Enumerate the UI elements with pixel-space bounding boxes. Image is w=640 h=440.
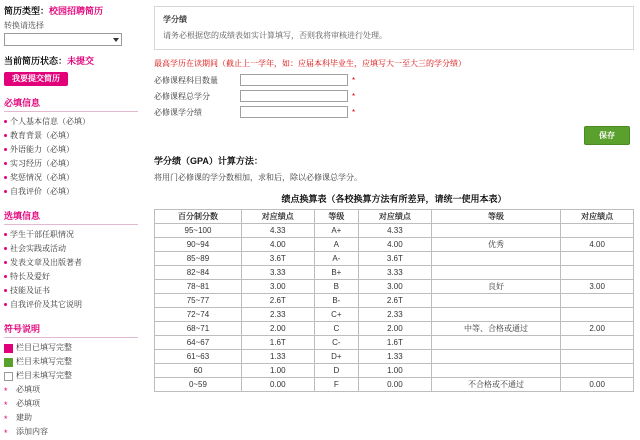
required-marker: * — [352, 107, 356, 117]
table-cell: A+ — [314, 224, 358, 238]
legend-item — [4, 355, 138, 369]
table-cell: 0.00 — [241, 378, 314, 392]
table-cell: 4.33 — [359, 224, 432, 238]
table-row — [155, 336, 634, 350]
table-cell: 2.00 — [561, 322, 634, 336]
table-header-cell: 等级 — [314, 210, 358, 224]
gpa-table-caption: 绩点换算表（各校换算方法有所差异，请统一使用本表） — [281, 194, 507, 204]
legend-label: 栏目未填写完整 — [16, 371, 72, 380]
sidebar-item-publications[interactable] — [4, 256, 138, 270]
asterisk-icon: * — [4, 386, 8, 396]
table-cell: 2.6T — [241, 294, 314, 308]
bullet-icon — [4, 303, 7, 306]
table-cell: 72~74 — [155, 308, 242, 322]
divider — [4, 337, 138, 338]
table-cell: 1.6T — [241, 336, 314, 350]
table-cell: B- — [314, 294, 358, 308]
legend-label: 添加内容 — [16, 427, 48, 436]
table-cell: 3.33 — [241, 266, 314, 280]
table-cell: 90~94 — [155, 238, 242, 252]
table-cell: 2.33 — [241, 308, 314, 322]
legend-label: 栏目已填写完整 — [16, 343, 72, 352]
chevron-down-icon — [113, 38, 119, 42]
bullet-icon — [4, 176, 7, 179]
table-cell: A- — [314, 252, 358, 266]
table-cell: 95~100 — [155, 224, 242, 238]
table-cell — [431, 224, 561, 238]
table-cell — [431, 252, 561, 266]
table-cell: 0~59 — [155, 378, 242, 392]
table-cell: 2.00 — [241, 322, 314, 336]
table-cell — [561, 224, 634, 238]
field-row-course-count — [154, 74, 634, 86]
table-header-cell: 对应绩点 — [561, 210, 634, 224]
sidebar-item-label: 外语能力（必填） — [10, 145, 74, 154]
gpa-section-title: 学分绩（GPA）计算方法： — [154, 156, 263, 166]
bullet-icon — [4, 134, 7, 137]
table-cell: 78~81 — [155, 280, 242, 294]
course-count-input[interactable] — [240, 74, 348, 86]
sidebar-item-label: 实习经历（必填） — [10, 159, 74, 168]
table-cell: 3.00 — [241, 280, 314, 294]
table-row — [155, 294, 634, 308]
sidebar-item-label: 社会实践或活动 — [10, 244, 66, 253]
resume-type-value: 校园招聘简历 — [49, 6, 104, 16]
table-row — [155, 280, 634, 294]
sidebar-item-label: 发表文章及出版著者 — [10, 258, 82, 267]
sidebar-item-label: 自我评价（必填） — [10, 187, 74, 196]
sidebar-item-label: 自我评价及其它说明 — [10, 300, 82, 309]
divider — [4, 111, 138, 112]
sidebar-item-label: 学生干部任职情况 — [10, 230, 74, 239]
field-label: 必修课学分绩 — [154, 107, 202, 117]
bullet-icon — [4, 233, 7, 236]
table-header-cell: 对应绩点 — [359, 210, 432, 224]
warning-text: 最高学历在读期间（截止上一学年，如：应届本科毕业生，应填写大一至大三的学分绩） — [154, 59, 466, 68]
bullet-icon — [4, 120, 7, 123]
divider — [4, 224, 138, 225]
field-label: 必修课程总学分 — [154, 91, 210, 101]
resume-status-label: 当前简历状态： — [4, 56, 68, 66]
table-cell: 82~84 — [155, 266, 242, 280]
sidebar-item-student-leader[interactable] — [4, 228, 138, 242]
sidebar-item-internship[interactable] — [4, 157, 138, 171]
table-cell — [561, 350, 634, 364]
resume-type-select[interactable] — [4, 33, 122, 46]
table-cell: 61~63 — [155, 350, 242, 364]
required-marker: * — [352, 75, 356, 85]
table-cell — [561, 266, 634, 280]
table-cell — [431, 350, 561, 364]
table-cell: 2.6T — [359, 294, 432, 308]
table-row — [155, 266, 634, 280]
legend-label: 栏目未填写完整 — [16, 357, 72, 366]
table-cell: 1.6T — [359, 336, 432, 350]
green-square-icon — [4, 358, 13, 367]
table-cell — [561, 364, 634, 378]
sidebar-item-self-evaluation[interactable] — [4, 185, 138, 199]
legend-label: 必填项 — [16, 399, 40, 408]
sidebar-item-label: 教育背景（必填） — [10, 131, 74, 140]
table-cell: 1.00 — [359, 364, 432, 378]
table-cell: 0.00 — [359, 378, 432, 392]
table-cell: 3.6T — [359, 252, 432, 266]
section-title-optional: 选填信息 — [4, 211, 41, 221]
table-header-cell: 百分制分数 — [155, 210, 242, 224]
sidebar-item-label: 奖惩情况（必填） — [10, 173, 74, 182]
legend-label: 必填项 — [16, 385, 40, 394]
legend-item — [4, 369, 138, 383]
sidebar-item-hobbies[interactable] — [4, 270, 138, 284]
table-cell: D — [314, 364, 358, 378]
table-cell: 4.33 — [241, 224, 314, 238]
gpa-section-subtext: 将用门必修课的学分数相加，求和后，除以必修课总学分。 — [154, 173, 362, 182]
table-cell: 4.00 — [359, 238, 432, 252]
table-row — [155, 350, 634, 364]
table-cell: 中等、合格或通过 — [431, 322, 561, 336]
sidebar — [0, 0, 142, 438]
sidebar-item-skills-certificates[interactable] — [4, 284, 138, 298]
notice-text: 请务必根据您的成绩表如实计算填写，否则我将审核进行处理。 — [163, 31, 387, 40]
table-row — [155, 224, 634, 238]
table-cell: B+ — [314, 266, 358, 280]
legend-item — [4, 425, 138, 439]
table-header-cell: 等级 — [431, 210, 561, 224]
save-button[interactable]: 保存 — [584, 126, 630, 145]
legend-item — [4, 383, 138, 397]
table-cell: 良好 — [431, 280, 561, 294]
nav-list-required — [4, 115, 138, 199]
table-cell: F — [314, 378, 358, 392]
table-cell: C- — [314, 336, 358, 350]
nav-list-optional — [4, 228, 138, 312]
table-cell: 1.33 — [359, 350, 432, 364]
table-cell: C — [314, 322, 358, 336]
table-cell — [561, 252, 634, 266]
legend-item — [4, 341, 138, 355]
table-cell: 0.00 — [561, 378, 634, 392]
table-header-row — [155, 210, 634, 224]
resume-status-line — [4, 54, 138, 67]
section-title-required: 必填信息 — [4, 98, 41, 108]
required-marker: * — [352, 91, 356, 101]
table-cell: 3.00 — [561, 280, 634, 294]
resume-type-line — [4, 4, 138, 17]
filled-square-icon — [4, 344, 13, 353]
table-row — [155, 252, 634, 266]
table-cell: 2.00 — [359, 322, 432, 336]
table-cell: 不合格或不通过 — [431, 378, 561, 392]
sidebar-item-basic-info[interactable] — [4, 115, 138, 129]
table-row — [155, 378, 634, 392]
table-cell: 3.6T — [241, 252, 314, 266]
table-row — [155, 364, 634, 378]
bullet-icon — [4, 247, 7, 250]
table-cell — [431, 308, 561, 322]
asterisk-icon: * — [4, 414, 8, 424]
bullet-icon — [4, 289, 7, 292]
table-cell: 优秀 — [431, 238, 561, 252]
sidebar-item-label: 特长及爱好 — [10, 272, 50, 281]
table-cell: 4.00 — [241, 238, 314, 252]
bullet-icon — [4, 261, 7, 264]
table-cell — [431, 364, 561, 378]
total-credits-input[interactable] — [240, 90, 348, 102]
table-cell: C+ — [314, 308, 358, 322]
notice-title: 学分绩 — [163, 15, 187, 24]
bullet-icon — [4, 162, 7, 165]
field-row-gpa — [154, 106, 634, 118]
table-row — [155, 308, 634, 322]
table-cell: 85~89 — [155, 252, 242, 266]
table-cell: 2.33 — [359, 308, 432, 322]
gpa-input[interactable] — [240, 106, 348, 118]
submit-resume-button[interactable]: 我要提交简历 — [4, 72, 68, 86]
sidebar-item-education[interactable] — [4, 129, 138, 143]
table-cell — [431, 294, 561, 308]
table-header-cell: 对应绩点 — [241, 210, 314, 224]
table-cell — [561, 294, 634, 308]
table-cell: 64~67 — [155, 336, 242, 350]
table-cell: 68~71 — [155, 322, 242, 336]
table-cell — [561, 308, 634, 322]
section-title-legend: 符号说明 — [4, 324, 41, 334]
sidebar-item-social-practice[interactable] — [4, 242, 138, 256]
sidebar-item-other-notes[interactable] — [4, 298, 138, 312]
table-cell: 4.00 — [561, 238, 634, 252]
table-cell — [431, 336, 561, 350]
table-cell: 3.33 — [359, 266, 432, 280]
table-row — [155, 322, 634, 336]
resume-status-value: 未提交 — [67, 56, 95, 66]
bullet-icon — [4, 148, 7, 151]
empty-square-icon — [4, 372, 13, 381]
table-cell: 60 — [155, 364, 242, 378]
table-cell: D+ — [314, 350, 358, 364]
sidebar-item-label: 技能及证书 — [10, 286, 50, 295]
field-label: 必修课程科目数量 — [154, 75, 218, 85]
table-body — [155, 224, 634, 392]
notice-box — [154, 6, 634, 50]
save-button-row — [154, 126, 634, 145]
legend-item — [4, 397, 138, 411]
asterisk-icon: * — [4, 428, 8, 438]
sidebar-item-label: 个人基本信息（必填） — [10, 117, 90, 126]
table-cell: 3.00 — [359, 280, 432, 294]
table-row — [155, 238, 634, 252]
sidebar-item-language[interactable] — [4, 143, 138, 157]
table-cell: A — [314, 238, 358, 252]
table-cell: 75~77 — [155, 294, 242, 308]
table-cell — [561, 336, 634, 350]
main-content — [148, 0, 640, 423]
table-cell: 1.00 — [241, 364, 314, 378]
sidebar-item-awards[interactable] — [4, 171, 138, 185]
gpa-conversion-table — [154, 209, 634, 392]
bullet-icon — [4, 190, 7, 193]
asterisk-icon: * — [4, 400, 8, 410]
legend-label: 建助 — [16, 413, 32, 422]
field-row-total-credits — [154, 90, 634, 102]
bullet-icon — [4, 275, 7, 278]
table-cell — [431, 266, 561, 280]
legend-list — [4, 341, 138, 439]
switch-label: 转换请选择 — [4, 21, 44, 30]
table-cell: B — [314, 280, 358, 294]
table-cell: 1.33 — [241, 350, 314, 364]
resume-type-label: 简历类型： — [4, 6, 50, 16]
